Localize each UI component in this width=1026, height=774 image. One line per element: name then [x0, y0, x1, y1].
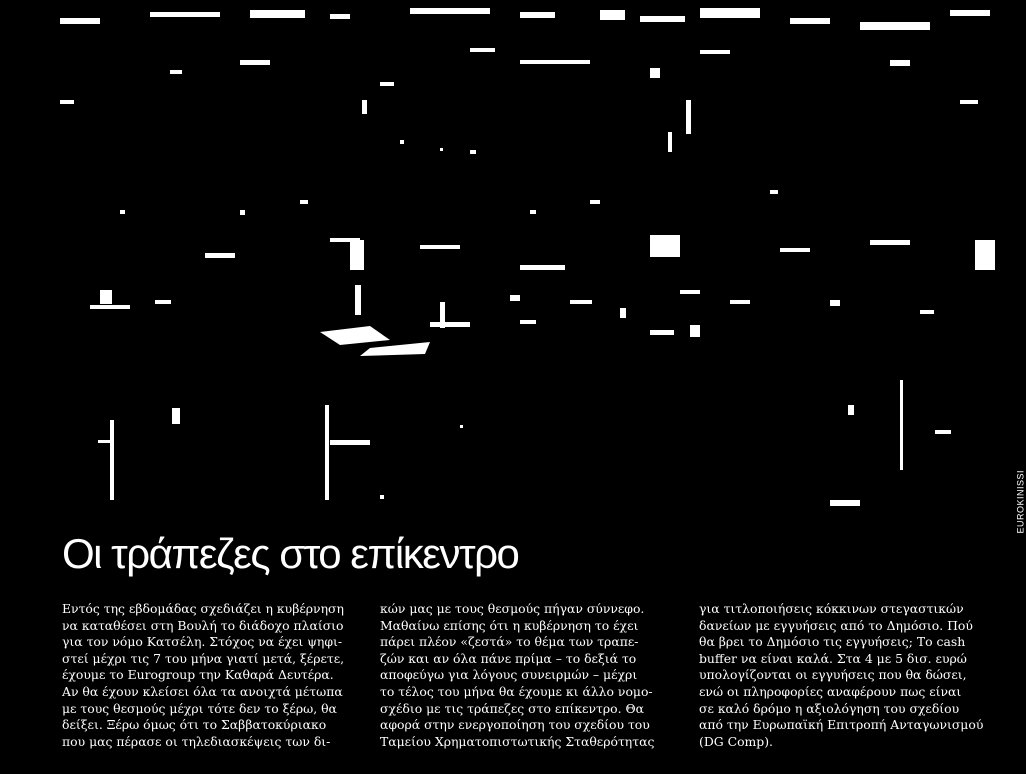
column-line: αποφεύγω για λόγους συνειρμών – μέχρι [380, 667, 638, 683]
column-line: έχουμε το Eurogroup την Καθαρά Δευτέρα. [62, 667, 334, 683]
column-line: σε καλό δρόμο η αξιολόγηση του σχεδίου [699, 700, 960, 716]
photo-credit: EUROKINISSI [1016, 470, 1026, 534]
column-line: δείξει. Ξέρω όμως ότι το Σαββατοκύριακο [62, 717, 327, 733]
column-line: για τον νόμο Κατσέλη. Στόχος να έχει ψηφι- [62, 634, 343, 650]
article-column-2 [380, 601, 680, 750]
column-line: ενώ οι πληροφορίες αναφέρουν πως είναι [699, 683, 962, 699]
column-line: buffer να είναι καλά. Στα 4 με 5 δισ. ευρώ [699, 650, 967, 666]
column-line: Εντός της εβδομάδας σχεδιάζει η κυβέρνηση [62, 601, 344, 616]
column-line: κών μας με τους θεσμούς πήγαν σύννεφο. [380, 601, 645, 616]
column-line: σχέδιο με τις τράπεζες στο επίκεντρο. Θα [380, 700, 645, 716]
column-line: στεί μέχρι τις 7 του μήνα γιατί μετά, ξέρετε, [62, 650, 345, 666]
column-line: Μαθαίνω επίσης ότι η κυβέρνηση το έχει [380, 617, 639, 633]
column-line: Αν θα έχουν κλείσει όλα τα ανοιχτά μέτωπα [62, 683, 343, 699]
column-line: για τιτλοποιήσεις κόκκινων στεγαστικών [699, 601, 964, 616]
article-column-1 [62, 601, 362, 750]
column-line: που μας πέρασε οι τηλεδιασκέψεις των δι- [62, 733, 331, 749]
column-line: πάρει πλέον «ζεστά» το θέμα των τραπε- [380, 634, 639, 650]
column-line: από την Ευρωπαϊκή Επιτροπή Ανταγωνισμού [699, 717, 984, 733]
column-line: δανείων με εγγυήσεις από το Δημόσιο. Πού [699, 617, 973, 633]
column-line: θα βρει το Δημόσιο τις εγγυήσεις; Το cash [699, 634, 966, 650]
article-column-3 [699, 601, 999, 750]
column-line: αφορά στην ενεργοποίηση του σχεδίου του [380, 717, 650, 733]
column-line: (DG Comp). [699, 733, 773, 749]
column-line: με τους θεσμούς μέχρι τότε δεν το ξέρω, θα [62, 700, 337, 716]
column-line: να καταθέσει στη Βουλή το διάδοχο πλαίσιο [62, 617, 344, 633]
column-line: το τέλος του μήνα θα έχουμε κι άλλο νομο- [380, 683, 653, 699]
column-line: Ταμείου Χρηματοπιστωτικής Σταθερότητας [380, 733, 655, 749]
column-line: ζών και αν όλα πάνε πρίμα – το δεξιά το [380, 650, 637, 666]
article-headline: Οι τράπεζες στο επίκεντρο [62, 530, 519, 577]
column-line: υπολογίζονται οι εγγυήσεις που θα δώσει, [699, 667, 967, 683]
